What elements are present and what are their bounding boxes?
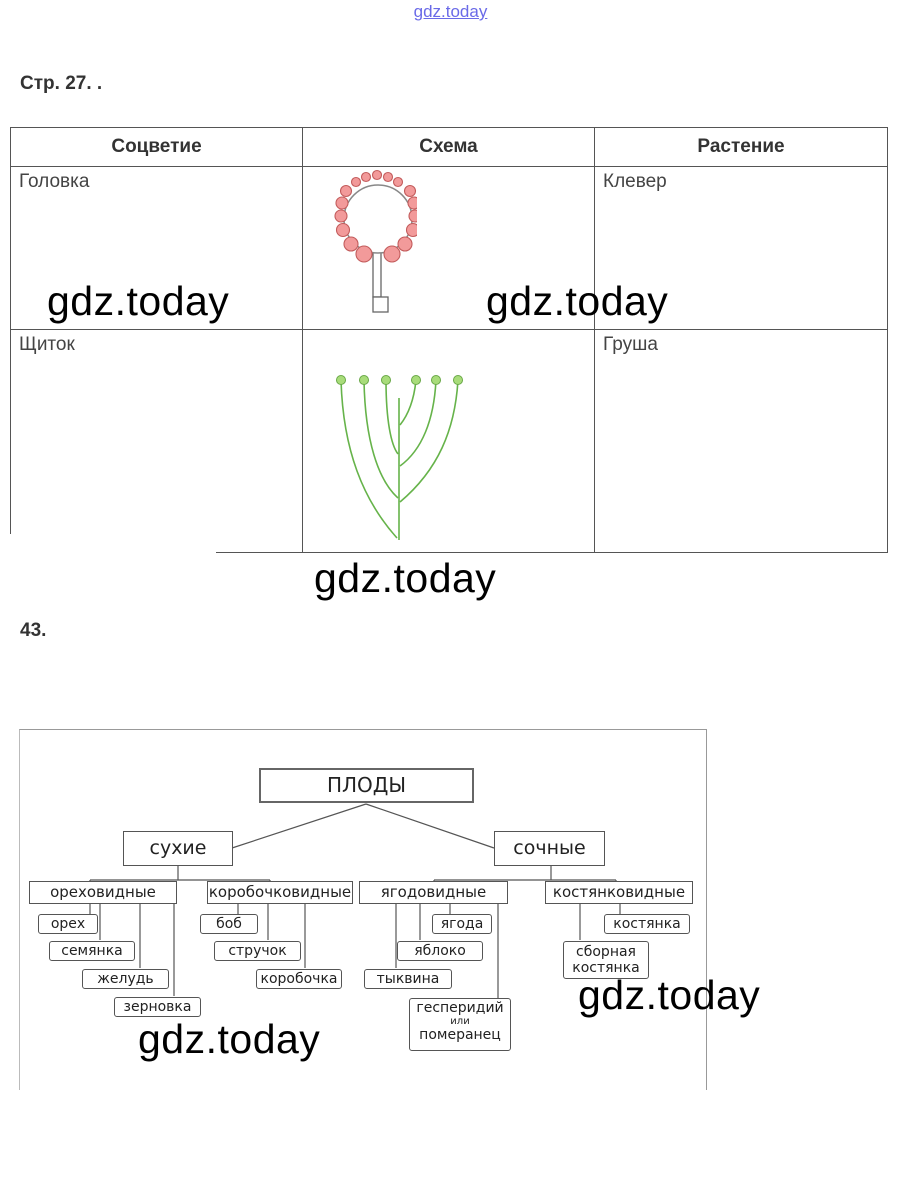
leaf-line: или	[450, 1016, 470, 1027]
plant-name: Клевер	[603, 171, 667, 192]
leaf-line: костянка	[572, 960, 640, 976]
inflorescence-name: Головка	[19, 171, 90, 192]
exercise-number: 43.	[20, 620, 47, 641]
leaf-line: сборная	[576, 944, 636, 960]
fruit-type-leaf: яблоко	[397, 941, 483, 961]
fruit-type-leaf: семянка	[49, 941, 135, 961]
category-node: ореховидные	[29, 881, 177, 904]
leaf-line: гесперидий	[416, 1000, 504, 1016]
leaf-line: померанец	[419, 1027, 501, 1043]
fruit-type-leaf: желудь	[82, 969, 169, 989]
fleshy-fruits-node: сочные	[494, 831, 605, 866]
watermark: gdz.today	[314, 555, 497, 601]
column-header: Соцветие	[11, 128, 303, 167]
column-header: Растение	[595, 128, 888, 167]
watermark: gdz.today	[47, 278, 230, 324]
fruit-type-leaf: боб	[200, 914, 258, 934]
fruit-type-leaf: костянка	[604, 914, 690, 934]
category-node: костянковидные	[545, 881, 693, 904]
watermark: gdz.today	[486, 278, 669, 324]
page-heading: Стр. 27. .	[20, 73, 103, 94]
fruit-type-leaf: тыквина	[364, 969, 452, 989]
plant-name: Груша	[603, 334, 658, 355]
fruit-type-leaf: орех	[38, 914, 98, 934]
inflorescence-name: Щиток	[19, 334, 75, 355]
site-link[interactable]: gdz.today	[413, 2, 488, 21]
category-node: коробочковидные	[207, 881, 353, 904]
hesperidium-leaf	[409, 998, 511, 1051]
watermark: gdz.today	[578, 972, 761, 1018]
watermark: gdz.today	[138, 1016, 321, 1062]
fruit-type-leaf: зерновка	[114, 997, 201, 1017]
fruit-type-leaf: ягода	[432, 914, 492, 934]
fruit-type-leaf: стручок	[214, 941, 301, 961]
category-node: ягодовидные	[359, 881, 508, 904]
dry-fruits-node: сухие	[123, 831, 233, 866]
fruits-root-node: ПЛОДЫ	[259, 768, 474, 803]
column-header: Схема	[303, 128, 595, 167]
fruit-type-leaf: коробочка	[256, 969, 342, 989]
